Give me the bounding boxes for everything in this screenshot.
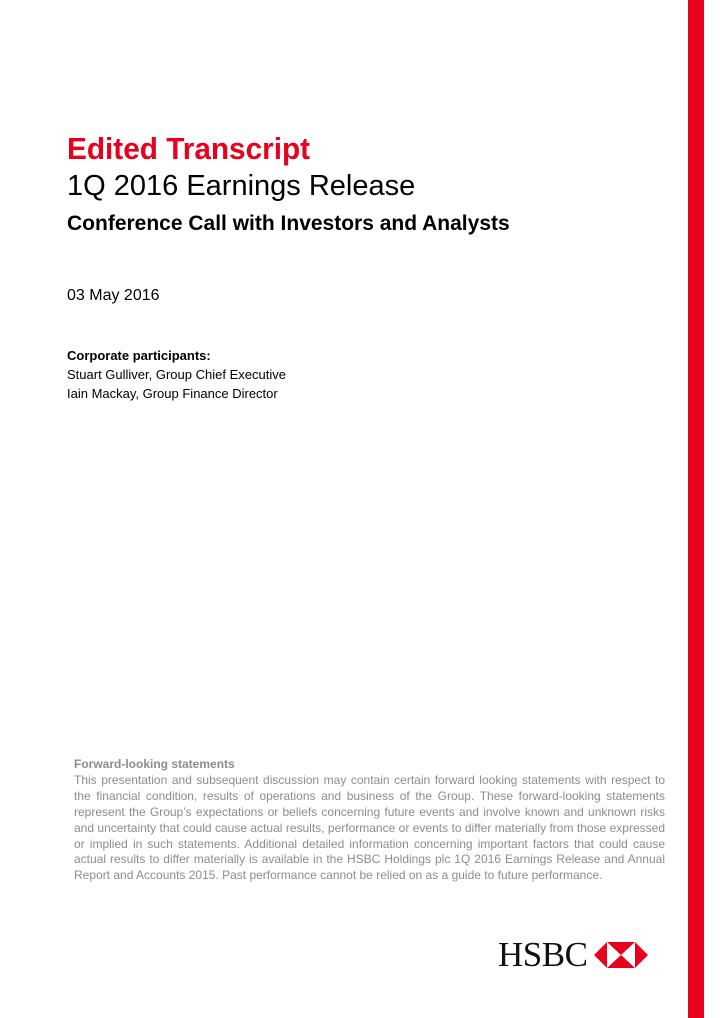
participants-section [67, 346, 286, 403]
document-heading: Conference Call with Investors and Analysts [67, 212, 510, 235]
forward-looking-statements [74, 757, 665, 884]
forward-looking-body: This presentation and subsequent discussion may contain certain forward looking statements with respect to the financial condition, results of operations and business of the Group. These forward-looking statements represent the Group’s expectations or beliefs concerning future events and involve known and unknown risks and uncertainty that could cause actual results, performance or events to differ materially from those expressed or implied in such statements. Additional detailed information concerning important factors that could cause actual results to differ materially is available in the HSBC Holdings plc 1Q 2016 Earnings Release and Annual Report and Accounts 2015. Past performance cannot be relied on as a guide to future performance. [74, 772, 665, 883]
hsbc-hexagon-icon [594, 942, 648, 968]
logo-text: HSBC [498, 935, 588, 974]
side-accent-bar [688, 0, 704, 1018]
participant-item: Iain Mackay, Group Finance Director [67, 386, 278, 401]
title-block [67, 131, 667, 239]
participant-item: Stuart Gulliver, Group Chief Executive [67, 367, 286, 382]
document-subtitle: 1Q 2016 Earnings Release [67, 170, 416, 202]
hsbc-logo [498, 935, 648, 975]
document-date: 03 May 2016 [67, 287, 160, 304]
document-title: Edited Transcript [67, 131, 311, 166]
forward-looking-heading: Forward-looking statements [74, 757, 235, 771]
participants-heading: Corporate participants: [67, 348, 211, 363]
